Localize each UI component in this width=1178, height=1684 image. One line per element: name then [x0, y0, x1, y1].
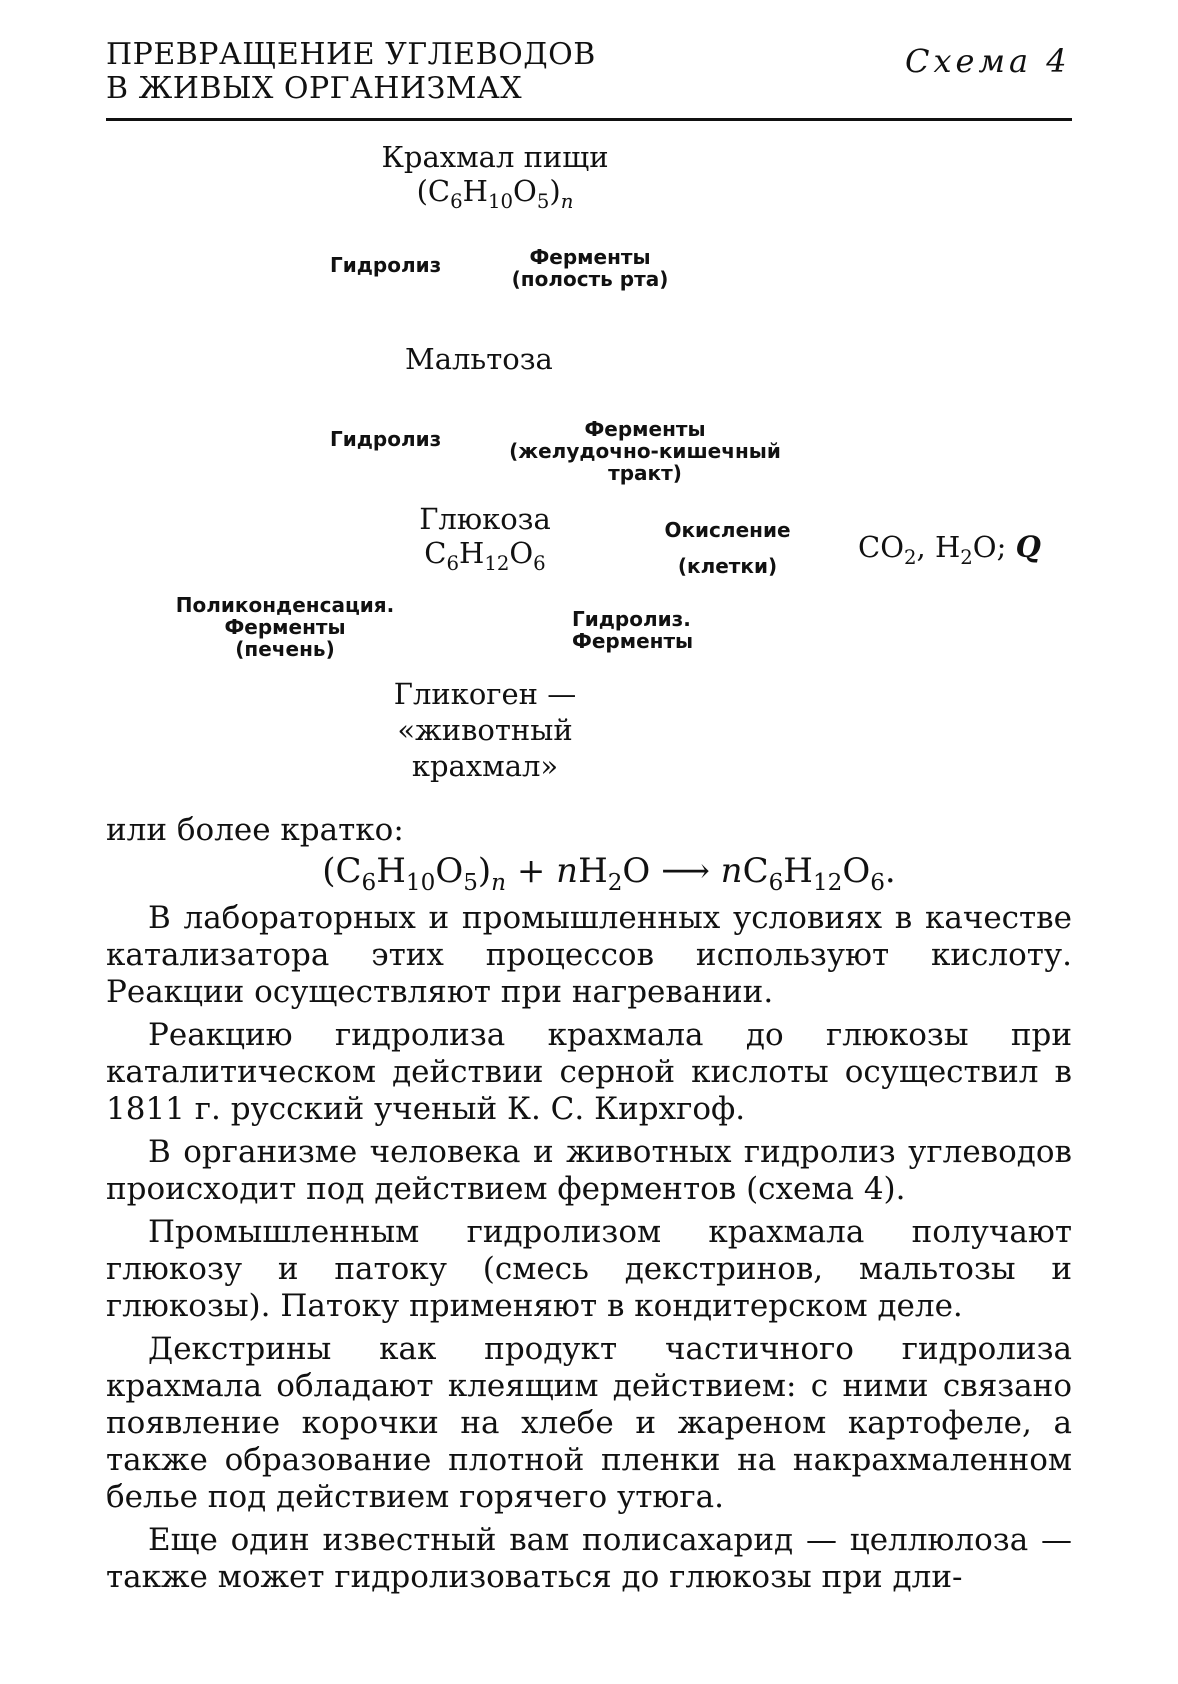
polycondensation-line-3: (печень): [235, 637, 335, 661]
polycondensation-line-2: Ферменты: [224, 615, 346, 639]
glycogen-node: [380, 676, 590, 784]
glycogen-line-2: «животный: [397, 713, 573, 747]
hydrolysis-back-line-2: Ферменты: [572, 629, 694, 653]
hydrolysis-back-line-1: Гидролиз.: [572, 607, 691, 631]
oxidation-line-2: (клетки): [677, 554, 778, 578]
paragraph-4: Промышленным гидролизом крахмала получают глюкозу и патоку (смесь декстринов, мальтозы и глюкозы). Патоку применяют в кондитерском деле.: [106, 1214, 1072, 1324]
polycondensation-line-1: Поликонденсация.: [175, 593, 395, 617]
intro-line: или более кратко:: [106, 812, 404, 848]
paragraph-2: Реакцию гидролиза крахмала до глюкозы при каталитическом действии серной кислоты осуществил в 1811 г. русский ученый К. С. Кирхгоф.: [106, 1017, 1072, 1127]
page-title: [106, 38, 666, 106]
glucose-formula: $C_6H_{12}O_6$: [424, 536, 546, 575]
paragraph-5: Декстрины как продукт частичного гидролиза крахмала обладают клеящим действием: с ними связано появление корочки на хлебе и жареном картофеле, а также образование плотной пленки на накрахмаленном белье под действием горячего утюга.: [106, 1331, 1072, 1515]
header-rule: [106, 118, 1072, 121]
page-title-line-2: В ЖИВЫХ ОРГАНИЗМАХ: [106, 71, 523, 106]
step2-process: Гидролиз: [330, 427, 442, 451]
hydrolysis-equation: $(C_6H_{10}O_5)_n + nH_2O$ ⟶ $nC_6H_{12}O_6$.: [322, 851, 896, 897]
starch-node: [360, 140, 630, 213]
page-title-line-1: ПРЕВРАЩЕНИЕ УГЛЕВОДОВ: [106, 37, 596, 72]
polycondensation-label: [170, 594, 400, 660]
step2-enzymes-line-1: Ферменты: [584, 417, 706, 441]
step1-enzymes: [505, 246, 675, 290]
glucose-node: [400, 502, 570, 575]
paragraph-3: В организме человека и животных гидролиз углеводов происходит под действием ферментов (схема 4).: [106, 1134, 1072, 1207]
step1-enzymes-line-1: Ферменты: [529, 245, 651, 269]
glycogen-line-3: крахмал»: [411, 749, 559, 783]
body-text: [106, 812, 1072, 1602]
products-node: $CO_2$, $H_2O$; Q: [858, 530, 1041, 569]
glucose-name: Глюкоза: [419, 502, 551, 536]
scheme-label: Схема 4: [905, 42, 1071, 80]
glycogen-line-1: Гликоген —: [393, 677, 577, 711]
oxidation-label: [640, 512, 815, 584]
hydrolysis-back-label: [572, 608, 693, 652]
paragraph-1: В лабораторных и промышленных условиях в качестве катализатора этих процессов используют кислоту. Реакции осуществляют при нагревании.: [106, 900, 1072, 1010]
oxidation-line-1: Окисление: [664, 518, 791, 542]
step1-process: Гидролиз: [330, 253, 442, 277]
starch-name: Крахмал пищи: [381, 140, 609, 174]
paragraph-6: Еще один известный вам полисахарид — целлюлоза — также может гидролизоваться до глюкозы при дли-: [106, 1522, 1072, 1595]
starch-formula: $(C_6H_{10}O_5)_n$: [416, 174, 574, 213]
step1-enzymes-line-2: (полость рта): [511, 267, 669, 291]
step2-enzymes-line-2: (желудочно-кишечный: [509, 439, 781, 463]
step2-enzymes: [505, 418, 785, 484]
step2-enzymes-line-3: тракт): [608, 461, 682, 485]
maltose-node: Мальтоза: [405, 342, 553, 376]
